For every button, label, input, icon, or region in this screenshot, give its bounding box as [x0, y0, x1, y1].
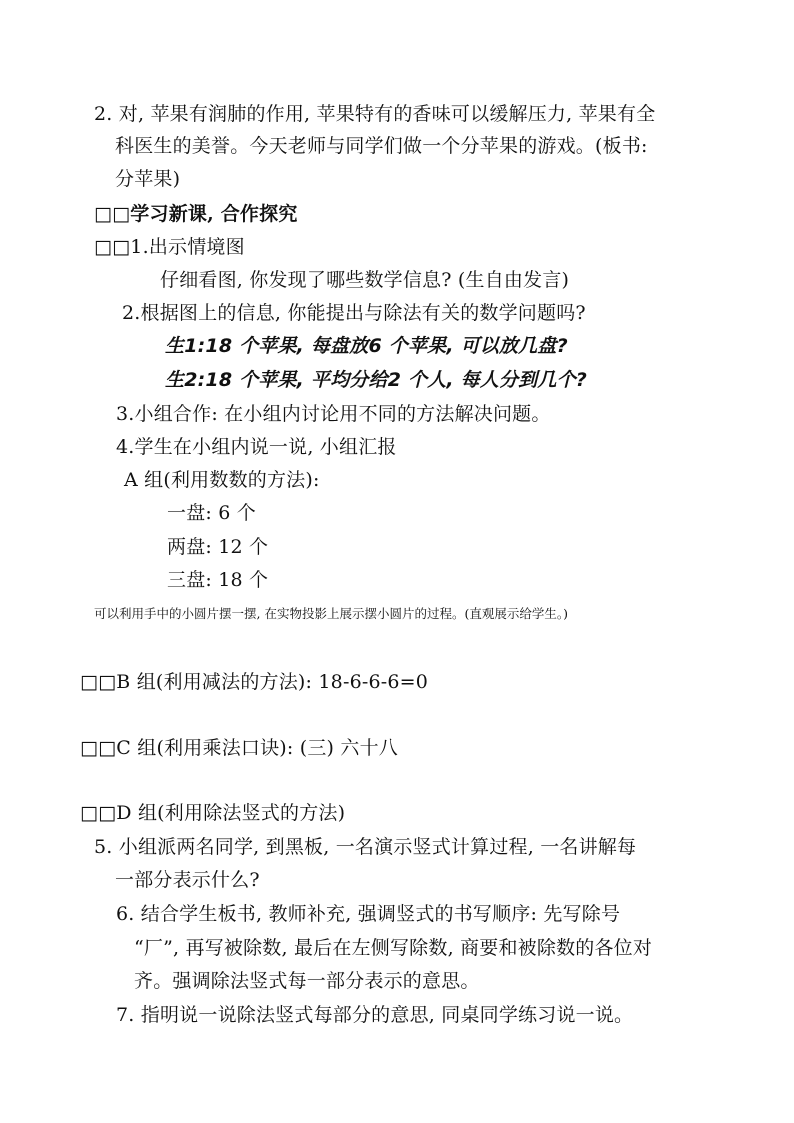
paragraph-line: 6. 结合学生板书, 教师补充, 强调竖式的书写顺序: 先写除号 — [116, 903, 621, 925]
list-item: 两盘: 12 个 — [167, 536, 269, 558]
list-item: 三盘: 18 个 — [167, 569, 269, 591]
paragraph-line: 2. 对, 苹果有润肺的作用, 苹果特有的香味可以缓解压力, 苹果有全 — [94, 103, 656, 125]
paragraph-line: 2.根据图上的信息, 你能提出与除法有关的数学问题吗? — [122, 302, 586, 324]
group-label: □□C 组(利用乘法口诀): (三) 六十八 — [80, 737, 399, 759]
paragraph-line: 7. 指明说一说除法竖式每部分的意思, 同桌同学练习说一说。 — [116, 1004, 634, 1026]
paragraph-line: 4.学生在小组内说一说, 小组汇报 — [116, 436, 397, 458]
paragraph-line: 分苹果) — [115, 168, 181, 190]
paragraph-line: 5. 小组派两名同学, 到黑板, 一名演示竖式计算过程, 一名讲解每 — [94, 836, 637, 858]
paragraph-line: 仔细看图, 你发现了哪些数学信息? (生自由发言) — [160, 269, 570, 291]
list-item: 一盘: 6 个 — [167, 502, 256, 524]
group-label: □□B 组(利用减法的方法): 18-6-6-6=0 — [80, 671, 429, 693]
note-line: 可以利用手中的小圆片摆一摆, 在实物投影上展示摆小圆片的过程。(直观展示给学生。) — [94, 606, 568, 621]
student-answer: 生2:18 个苹果, 平均分给2 个人, 每人分到几个? — [165, 369, 587, 391]
paragraph-line: 一部分表示什么? — [115, 869, 260, 891]
group-label: A 组(利用数数的方法): — [124, 469, 320, 491]
section-heading: □□学习新课, 合作探究 — [94, 203, 298, 225]
paragraph-line: 齐。强调除法竖式每一部分表示的意思。 — [134, 970, 480, 992]
group-label: □□D 组(利用除法竖式的方法) — [80, 802, 346, 824]
paragraph-line: “厂”, 再写被除数, 最后在左侧写除数, 商要和被除数的各位对 — [134, 937, 653, 959]
student-answer: 生1:18 个苹果, 每盘放6 个苹果, 可以放几盘? — [165, 335, 568, 357]
paragraph-line: 科医生的美誉。今天老师与同学们做一个分苹果的游戏。(板书: — [115, 135, 648, 157]
paragraph-line: 3.小组合作: 在小组内讨论用不同的方法解决问题。 — [116, 403, 551, 425]
step-heading: □□1.出示情境图 — [94, 236, 245, 258]
